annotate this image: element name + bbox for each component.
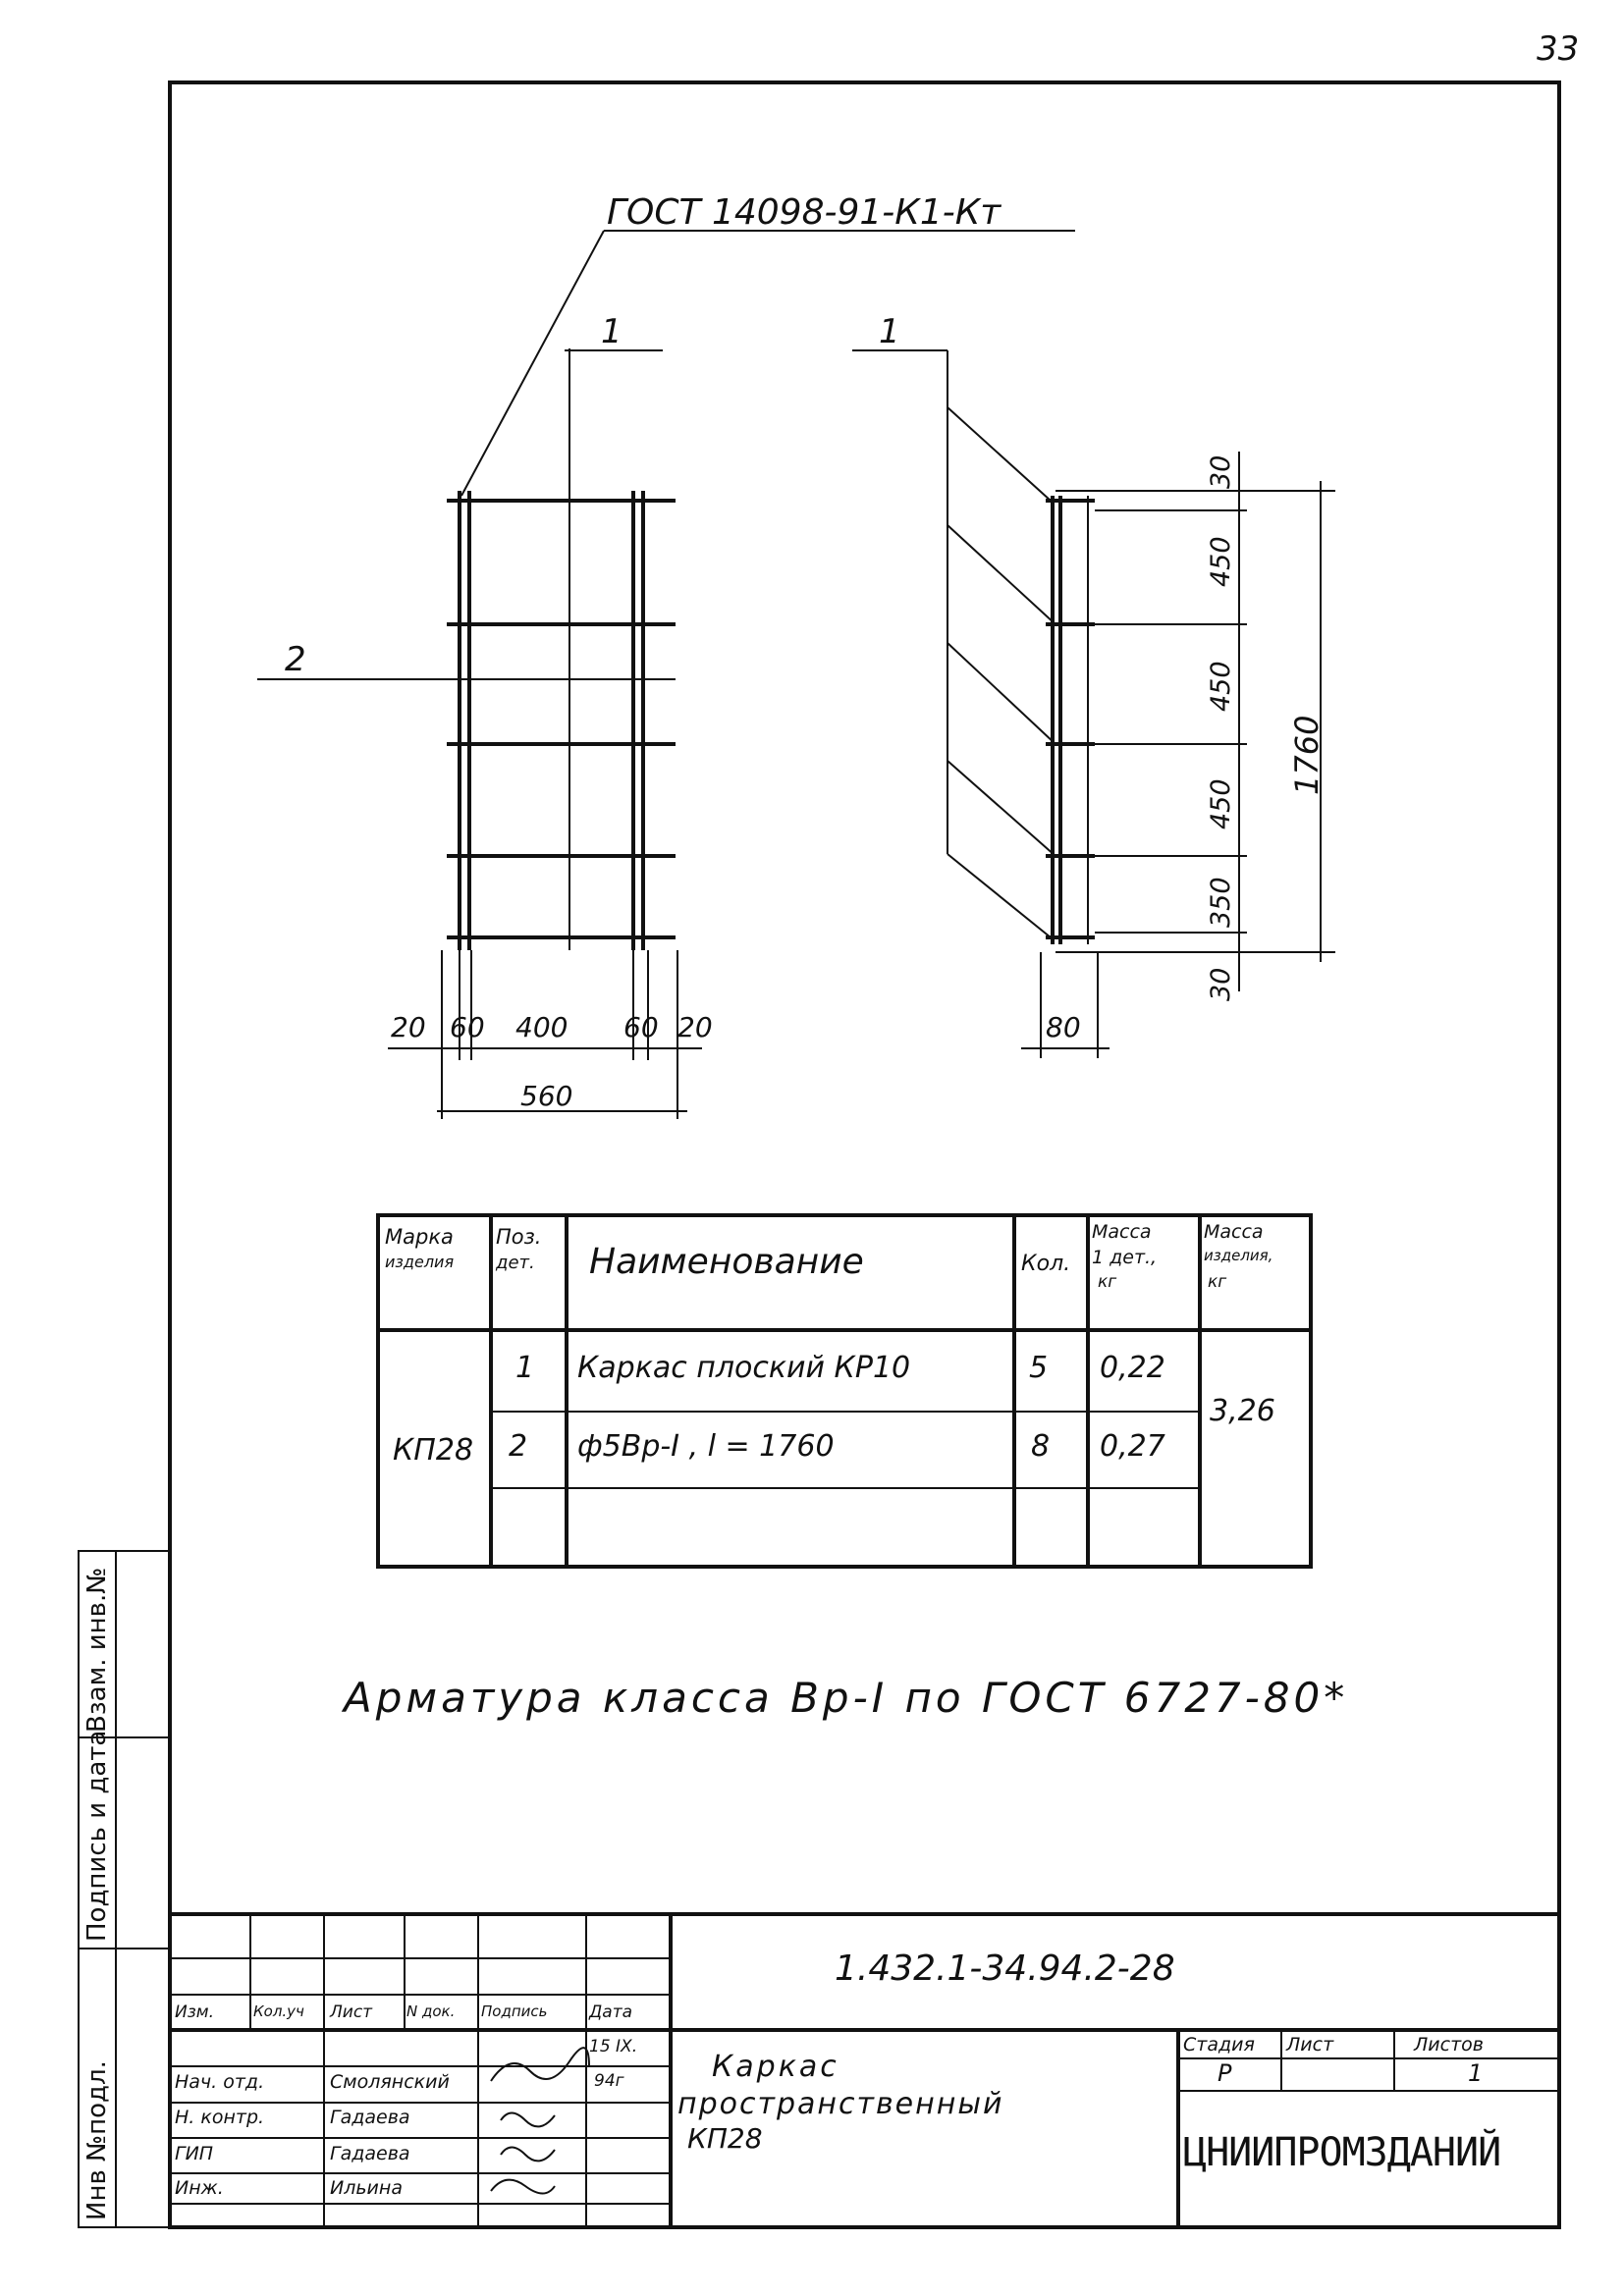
side-dim-width: 80 [1046, 1011, 1081, 1043]
row2-mass: 0,27 [1100, 1429, 1165, 1464]
front-dim-4: 60 [623, 1011, 659, 1043]
row2-pos: 2 [509, 1429, 528, 1464]
signer-2-date: 94г [594, 2071, 624, 2091]
side-dim-total: 1760 [1288, 715, 1326, 795]
header-name: Наименование [589, 1242, 864, 1282]
signer-3-role: ГИП [175, 2143, 214, 2164]
side-dim-bottom: 30 [1206, 967, 1236, 1001]
row1-name: Каркас плоский КР10 [577, 1351, 911, 1385]
row2-qty: 8 [1031, 1429, 1051, 1464]
position-2-label: 2 [285, 640, 306, 679]
side-dim-4: 350 [1206, 877, 1236, 928]
signer-3-name: Гадаева [330, 2143, 410, 2164]
stage-label: Стадия [1183, 2034, 1255, 2056]
front-dim-total: 560 [520, 1080, 573, 1112]
col-list: Лист [330, 2002, 373, 2022]
row1-mass: 0,22 [1100, 1351, 1165, 1385]
col-kol-uch: Кол.уч [253, 2002, 304, 2020]
col-izm: Изм. [175, 2002, 214, 2022]
organization: ЦНИИПРОМЗДАНИЙ [1183, 2130, 1501, 2175]
front-dim-2: 60 [450, 1011, 485, 1043]
page-number: 33 [1537, 29, 1580, 69]
col-ndok: N док. [406, 2002, 456, 2020]
header-mass-part-1: Масса [1092, 1221, 1152, 1243]
col-podpis: Подпись [481, 2002, 548, 2020]
header-mass-item-1: Масса [1204, 1221, 1264, 1243]
signer-1-role: Нач. отд. [175, 2071, 265, 2093]
side-dim-1: 450 [1206, 536, 1236, 587]
signer-1-name: Смолянский [330, 2071, 450, 2093]
header-mass-item-3: кг [1208, 1272, 1227, 1292]
header-qty: Кол. [1021, 1252, 1071, 1276]
row2-name: ф5Вр-I , l = 1760 [577, 1429, 835, 1464]
side-dim-2: 450 [1206, 661, 1236, 712]
mark-value: КП28 [393, 1433, 474, 1468]
signer-4-name: Ильина [330, 2177, 403, 2199]
signature-4 [491, 2180, 555, 2194]
signer-2-name: Гадаева [330, 2107, 410, 2128]
header-pos-2: дет. [496, 1253, 535, 1273]
doc-code: 1.432.1-34.94.2-28 [835, 1949, 1175, 1989]
front-dim-1: 20 [391, 1011, 426, 1043]
header-mass-part-2: 1 дет., [1092, 1247, 1158, 1268]
sheets-value: 1 [1468, 2059, 1484, 2087]
header-mass-part-3: кг [1098, 1272, 1117, 1292]
side-dim-top: 30 [1206, 454, 1236, 489]
section-mark-left: 1 [601, 312, 623, 351]
sheet-label: Лист [1286, 2034, 1334, 2056]
stamp-signature-date: Подпись и дата [82, 1730, 112, 1942]
title-line-3: КП28 [687, 2122, 763, 2155]
signature-2 [501, 2113, 555, 2127]
signer-4-role: Инж. [175, 2177, 224, 2199]
row1-qty: 5 [1029, 1351, 1049, 1385]
sheets-label: Листов [1414, 2034, 1484, 2056]
row1-pos: 1 [515, 1351, 535, 1385]
header-mark-1: Марка [385, 1225, 454, 1249]
header-mark-2: изделия [385, 1253, 455, 1271]
title-line-2: пространственный [677, 2087, 1004, 2121]
front-dim-5: 20 [677, 1011, 713, 1043]
front-dim-3: 400 [515, 1011, 568, 1043]
gost-label: ГОСТ 14098-91-К1-Кт [607, 192, 1001, 233]
title-line-1: Каркас [712, 2050, 839, 2084]
side-dim-3: 450 [1206, 778, 1236, 829]
signature-3 [501, 2148, 555, 2162]
stamp-vzam: Взам. инв.№ [82, 1567, 112, 1733]
reinforcement-note: Арматура класса Вр-I по ГОСТ 6727-80* [344, 1674, 1349, 1722]
item-mass: 3,26 [1210, 1394, 1275, 1428]
signer-2-role: Н. контр. [175, 2107, 265, 2128]
signer-1-date: 15 IX. [589, 2037, 638, 2056]
signature-1 [491, 2048, 589, 2081]
col-data: Дата [589, 2002, 633, 2022]
header-mass-item-2: изделия, [1204, 1247, 1273, 1264]
stage-value: Р [1218, 2059, 1232, 2087]
section-mark-right: 1 [879, 312, 900, 351]
header-pos-1: Поз. [496, 1225, 542, 1249]
stamp-inv-podl: Инв №подл. [82, 2060, 112, 2220]
